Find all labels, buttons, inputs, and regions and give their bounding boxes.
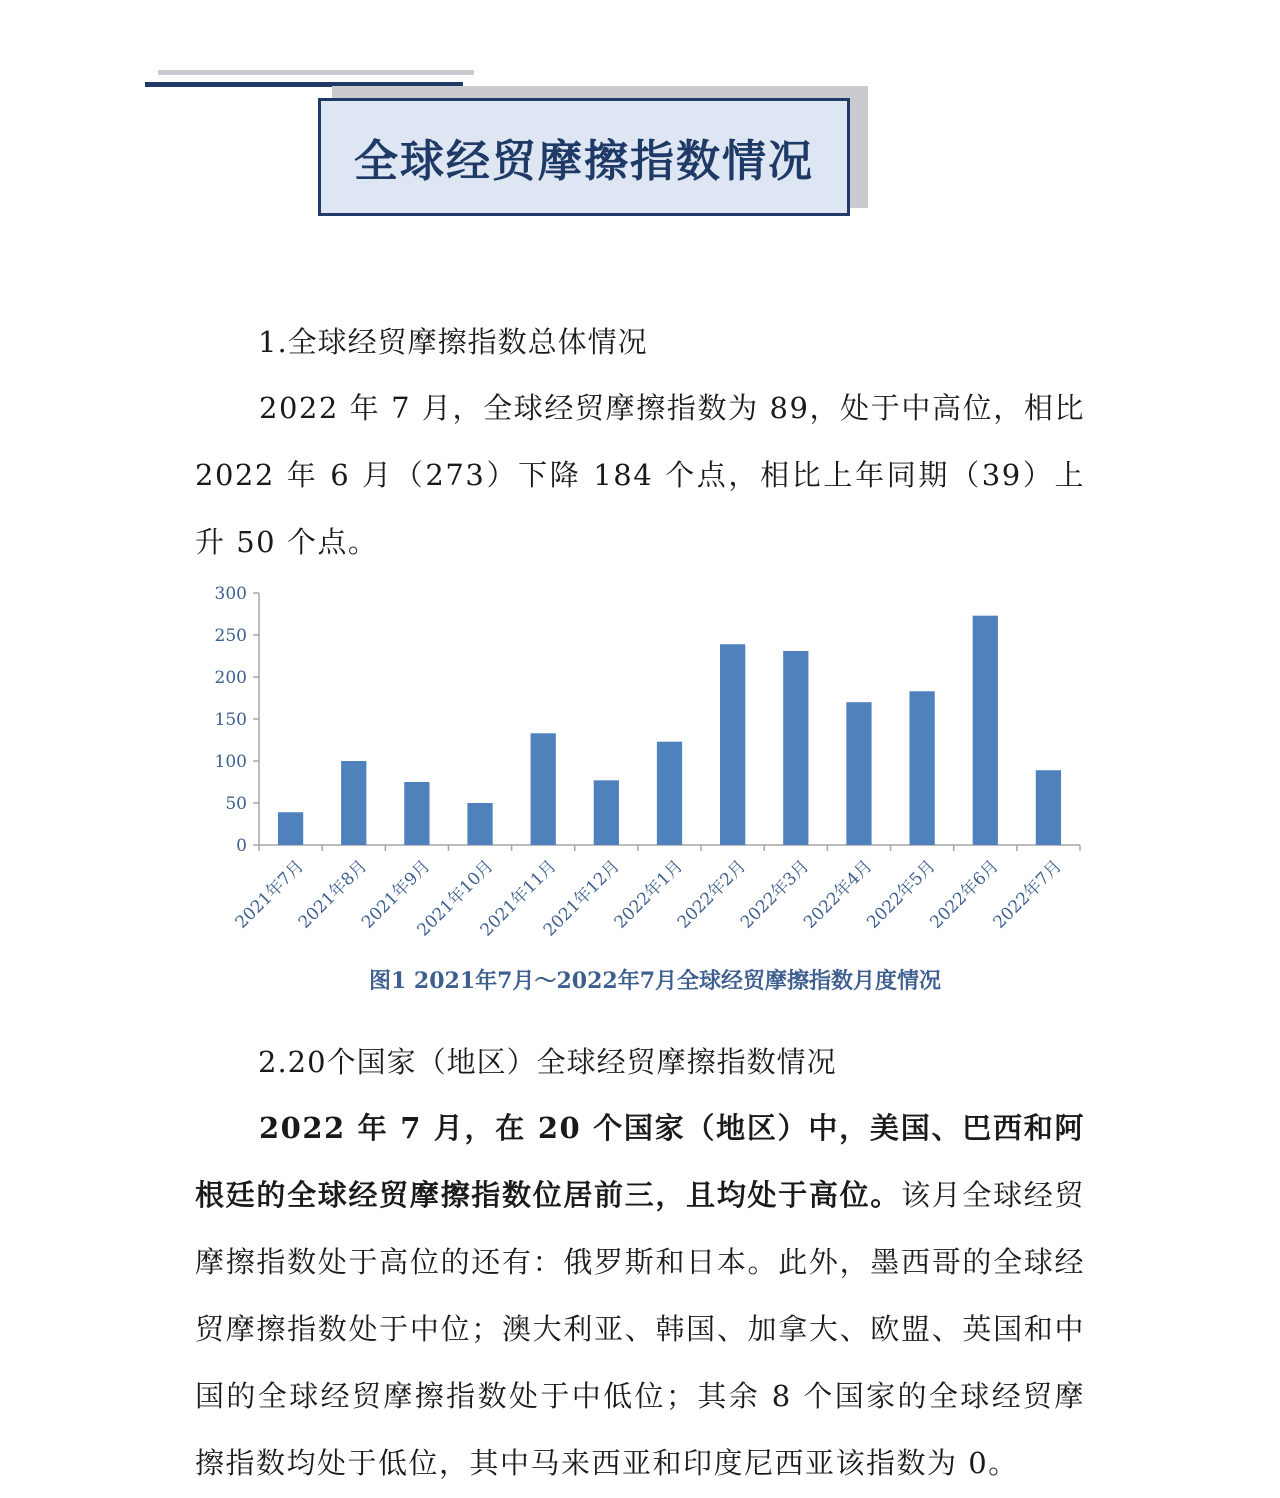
section-1-heading: 1.全球经贸摩擦指数总体情况 — [258, 325, 648, 359]
x-tick-label: 2022年3月 — [736, 856, 814, 933]
y-tick-label: 150 — [214, 710, 247, 730]
page-title: 全球经贸摩擦指数情况 — [354, 136, 814, 187]
section-1-paragraph: 2022 年 7 月，全球经贸摩擦指数为 89，处于中高位，相比 2022 年 6 月（273）下降 184 个点，相比上年同期（39）上升 50 个点。 — [195, 391, 1085, 559]
x-tick-label: 2022年1月 — [610, 856, 688, 933]
bar-chart — [195, 578, 1115, 963]
x-tick-label: 2021年11月 — [476, 856, 561, 941]
y-tick-label: 0 — [236, 836, 247, 856]
section-2-highlight: 2022 年 7 月，在 20 个国家（地区）中，美国、巴西和阿根廷的全球经贸摩擦指数位居前三，且均处于高位。 — [195, 1111, 1085, 1212]
section-2-paragraph — [195, 1095, 1085, 1497]
title-box — [318, 98, 850, 216]
y-tick-label: 100 — [214, 752, 247, 772]
x-tick-label: 2021年8月 — [294, 856, 372, 933]
bar — [531, 733, 556, 845]
y-tick-label: 300 — [214, 584, 247, 604]
x-tick-label: 2022年7月 — [989, 856, 1066, 933]
bar — [594, 780, 619, 845]
x-tick-label: 2021年10月 — [413, 856, 498, 941]
bar — [1036, 770, 1061, 845]
bar — [783, 651, 808, 845]
x-tick-label: 2021年9月 — [357, 856, 435, 933]
chart-bars — [278, 616, 1061, 845]
chart-y-tick-labels — [215, 584, 247, 856]
y-tick-label: 200 — [214, 668, 247, 688]
y-tick-label: 50 — [225, 794, 247, 814]
figure-caption: 图1 2021年7月～2022年7月全球经贸摩擦指数月度情况 — [368, 968, 942, 994]
bar — [404, 782, 429, 845]
bar — [341, 761, 366, 845]
bar — [973, 616, 998, 845]
bar — [846, 702, 871, 845]
bar — [720, 644, 745, 845]
bar — [909, 691, 934, 845]
section-2-heading: 2.20个国家（地区）全球经贸摩擦指数情况 — [258, 1045, 837, 1079]
x-tick-label: 2021年7月 — [231, 856, 309, 933]
x-tick-label: 2021年12月 — [539, 856, 624, 941]
x-tick-label: 2022年2月 — [673, 856, 751, 933]
chart-x-tick-labels — [231, 856, 1066, 941]
section-2-body: 该月全球经贸摩擦指数处于高位的还有：俄罗斯和日本。此外，墨西哥的全球经贸摩擦指数处于中位；澳大利亚、韩国、加拿大、欧盟、英国和中国的全球经贸摩擦指数处于中低位；其余 8 个国家的全球经贸摩擦指数均处于低位，其中马来西亚和印度尼西亚该指数为 0。 — [195, 1178, 1085, 1480]
decorative-line-gray — [158, 70, 474, 75]
x-tick-label: 2022年5月 — [863, 856, 940, 933]
bar — [657, 742, 682, 845]
x-tick-label: 2022年6月 — [926, 856, 1003, 933]
x-tick-label: 2022年4月 — [800, 856, 877, 933]
y-tick-label: 250 — [214, 626, 247, 646]
bar — [278, 812, 303, 845]
bar — [467, 803, 492, 845]
